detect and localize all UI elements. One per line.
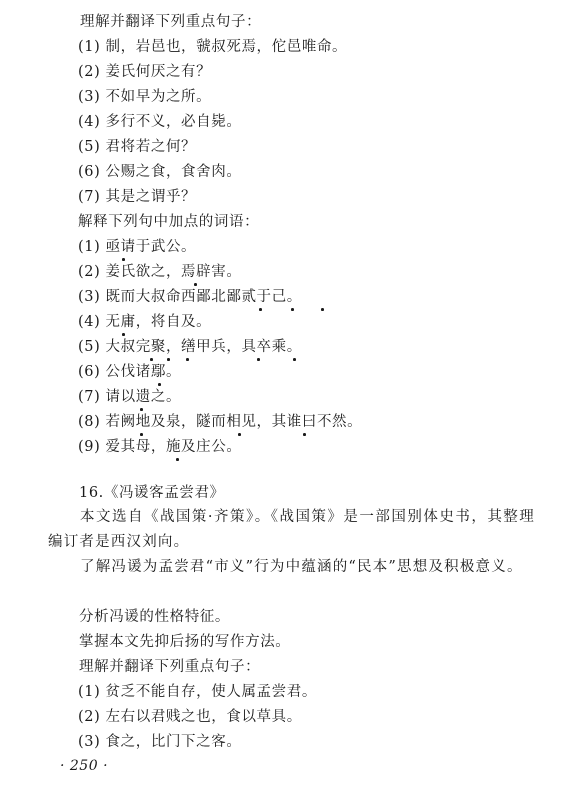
emphasis-dot	[140, 408, 143, 411]
word-item: (6) 公伐诸鄢。	[78, 364, 182, 380]
emphasis-dot	[176, 458, 179, 461]
emphasis-dot	[238, 433, 241, 436]
word-item: (5) 大叔完聚，缮甲兵，具卒乘。	[78, 339, 302, 355]
sentence-item: (6) 公赐之食，食舍肉。	[78, 164, 242, 180]
word-item: (7) 请以遗之。	[78, 389, 182, 405]
intro-paragraph: 本文选自《战国策·齐策》。《战国策》是一部国别体史书，其整理编订者是西汉刘向。	[48, 509, 535, 550]
emphasis-dot	[158, 383, 161, 386]
page-number: · 250 ·	[60, 758, 109, 774]
goal-character: 分析冯谖的性格特征。	[79, 609, 230, 625]
emphasis-dot	[321, 308, 324, 311]
sentence-item: (7) 其是之谓乎？	[78, 189, 197, 205]
sentence-item: (5) 君将若之何？	[78, 139, 197, 155]
emphasis-dot	[293, 358, 296, 361]
emphasis-dot	[257, 358, 260, 361]
sentence-item: (4) 多行不义，必自毙。	[78, 114, 242, 130]
emphasis-dot	[259, 308, 262, 311]
goal-meaning-paragraph: 了解冯谖为孟尝君“市义”行为中蕴涵的“民本”思想及积极意义。	[80, 559, 523, 575]
emphasis-dot	[194, 283, 197, 286]
emphasis-dot	[150, 358, 153, 361]
sentence-item: (1) 贫乏不能自存，使人属孟尝君。	[78, 684, 317, 700]
goal-method: 掌握本文先抑后扬的写作方法。	[79, 634, 291, 650]
emphasis-dot	[122, 333, 125, 336]
emphasis-dot	[140, 433, 143, 436]
emphasis-dot	[167, 358, 170, 361]
translate-heading: 理解并翻译下列重点句子：	[79, 659, 261, 675]
word-item: (1) 亟请于武公。	[78, 239, 197, 255]
translate-heading: 理解并翻译下列重点句子：	[80, 14, 262, 30]
sentence-item: (3) 食之，比门下之客。	[78, 734, 242, 750]
lesson-title: 16.《冯谖客孟尝君》	[79, 485, 225, 501]
sentence-item: (1) 制，岩邑也，虢叔死焉，佗邑唯命。	[78, 39, 348, 55]
word-item: (9) 爱其母，施及庄公。	[78, 439, 242, 455]
word-item: (8) 若阙地及泉，隧而相见，其谁曰不然。	[78, 414, 363, 430]
emphasis-dot	[303, 433, 306, 436]
word-item: (2) 姜氏欲之，焉辟害。	[78, 264, 242, 280]
word-item: (4) 无庸，将自及。	[78, 314, 212, 330]
sentence-item: (2) 姜氏何厌之有？	[78, 64, 212, 80]
emphasis-dot	[122, 258, 125, 261]
emphasis-dot	[186, 358, 189, 361]
words-heading: 解释下列句中加点的词语：	[78, 214, 260, 230]
emphasis-dot	[291, 308, 294, 311]
sentence-item: (2) 左右以君贱之也，食以草具。	[78, 709, 302, 725]
sentence-item: (3) 不如早为之所。	[78, 89, 212, 105]
word-item: (3) 既而大叔命西鄙北鄙贰于己。	[78, 289, 302, 305]
